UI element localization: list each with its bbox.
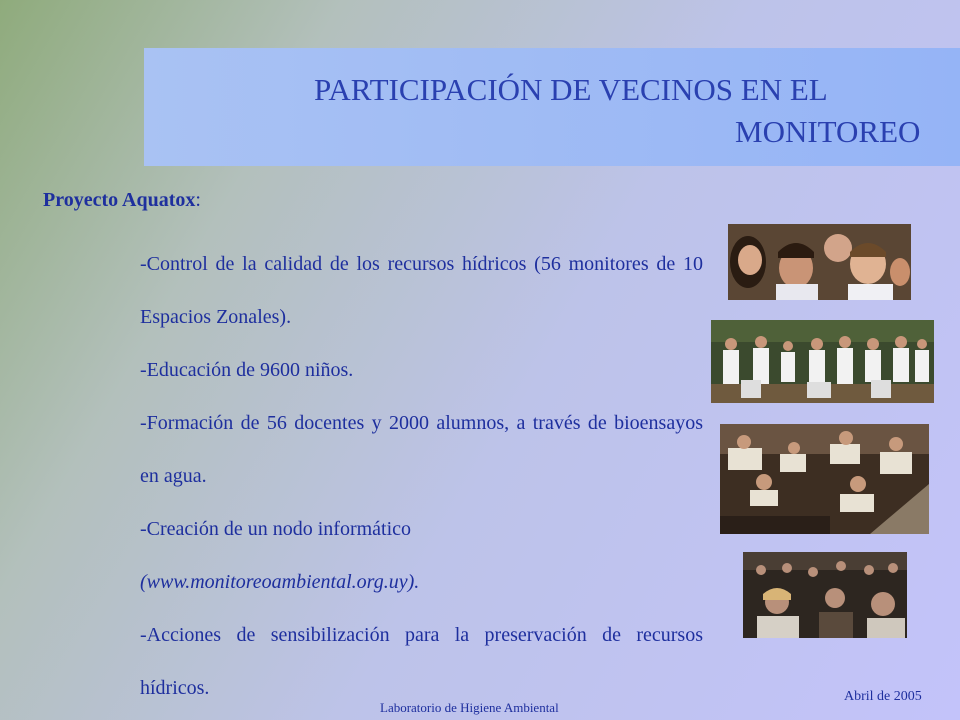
audience-workshop-photo — [743, 552, 907, 638]
slide-title-line-1: PARTICIPACIÓN DE VECINOS EN EL — [314, 72, 828, 107]
footer-date: Abril de 2005 — [844, 689, 922, 704]
project-name: Proyecto Aquatox — [43, 189, 196, 211]
bullet-item-awareness: -Acciones de sensibilización para la preservación de recursos hídricos. — [140, 624, 703, 699]
bullet-item-url: (www.monitoreoambiental.org.uy). — [140, 571, 420, 593]
project-heading — [43, 189, 201, 212]
project-colon: : — [195, 189, 201, 211]
footer-lab-name: Laboratorio de Higiene Ambiental — [380, 700, 559, 715]
children-smiling-photo — [728, 224, 911, 300]
classroom-meeting-photo — [720, 424, 929, 534]
bullet-item-education: -Educación de 9600 niños. — [140, 359, 354, 381]
bullet-item-training: -Formación de 56 docentes y 2000 alumnos, a través de bioensayos en agua. — [140, 412, 703, 487]
bullet-item-node: -Creación de un nodo informático — [140, 518, 412, 540]
bullet-item-monitoring: -Control de la calidad de los recursos hídricos (56 monitores de 10 Espacios Zonales). — [140, 253, 703, 328]
slide-title-line-2: MONITOREO — [735, 114, 921, 149]
students-group-photo — [711, 320, 934, 403]
bullet-list — [140, 238, 703, 715]
